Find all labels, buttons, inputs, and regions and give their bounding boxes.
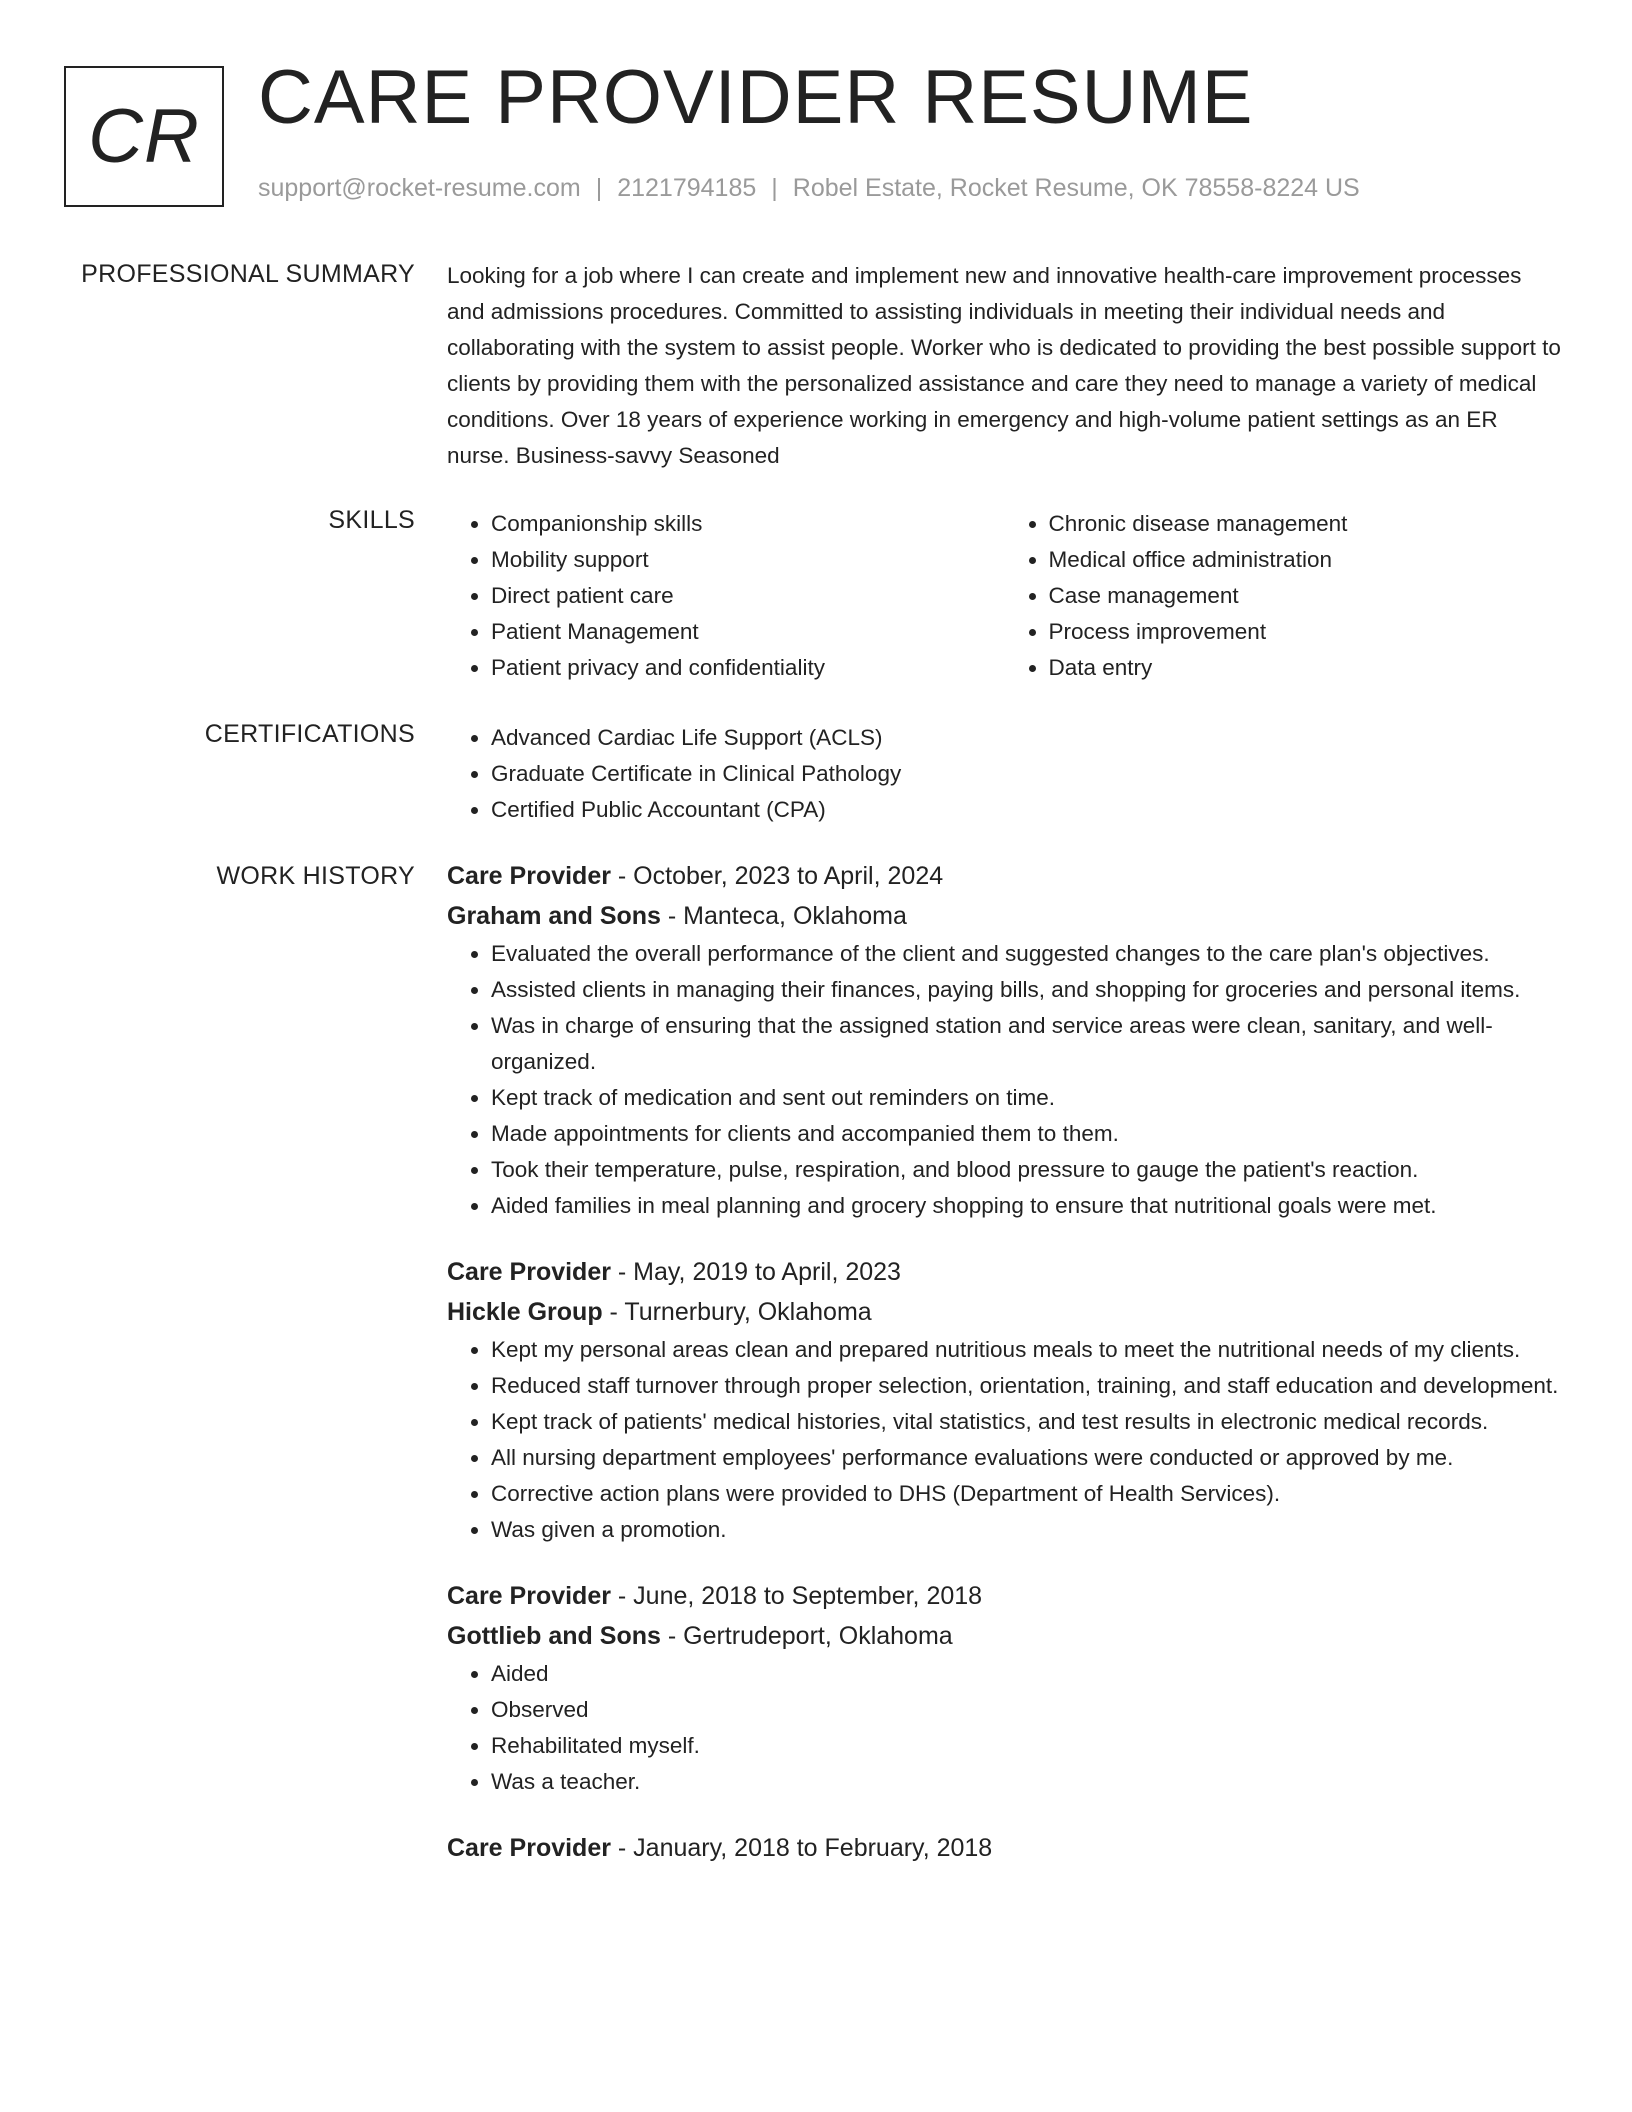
skill-item: • Direct patient care <box>491 578 1005 614</box>
skill-item: • Patient privacy and confidentiality <box>491 650 1005 686</box>
job-duty-item: • Kept track of medication and sent out reminders on time. <box>491 1080 1562 1116</box>
job-duty-item: • Reduced staff turnover through proper selection, orientation, training, and staff education and development. <box>491 1368 1562 1404</box>
job-duty-item: • Evaluated the overall performance of the client and suggested changes to the care plan's objectives. <box>491 936 1562 972</box>
job-dates: - January, 2018 to February, 2018 <box>610 1834 993 1862</box>
certifications-heading: CERTIFICATIONS <box>204 720 415 748</box>
work-history-heading: WORK HISTORY <box>216 862 415 890</box>
skills-list-right <box>1005 506 1563 686</box>
job-duty-item: • Was given a promotion. <box>491 1512 1562 1548</box>
contact-address: Robel Estate, Rocket Resume, OK 78558-8224 US <box>792 174 1360 202</box>
job-dates: - October, 2023 to April, 2024 <box>610 862 944 890</box>
skill-item: • Patient Management <box>491 614 1005 650</box>
contact-separator: | <box>771 174 778 202</box>
job-duty-item: • Took their temperature, pulse, respiration, and blood pressure to gauge the patient's reaction. <box>491 1152 1562 1188</box>
summary-text: Looking for a job where I can create and implement new and innovative health-care improvement processes and admissions procedures. Committed to assisting individuals in meeting their individual needs and collaborating with the system to assist people. Worker who is dedicated to providing the best possible support to clients by providing them with the personalized assistance and care they need to manage a variety of medical conditions. Over 18 years of experience working in emergency and high-volume patient settings as an ER nurse. Business-savvy Seasoned <box>447 263 1561 468</box>
job-duty-item: • Kept my personal areas clean and prepared nutritious meals to meet the nutritional needs of my clients. <box>491 1332 1562 1368</box>
job-duty-item: • Kept track of patients' medical histories, vital statistics, and test results in electronic medical records. <box>491 1404 1562 1440</box>
job-company: Gottlieb and Sons <box>447 1622 661 1650</box>
job-role: Care Provider <box>447 1834 611 1862</box>
certification-item: • Graduate Certificate in Clinical Pathology <box>491 756 1562 792</box>
skill-item: • Process improvement <box>1049 614 1563 650</box>
job-duty-item: • Corrective action plans were provided to DHS (Department of Health Services). <box>491 1476 1562 1512</box>
resume-title: CARE PROVIDER RESUME <box>258 55 1254 140</box>
job-role: Care Provider <box>447 1258 611 1286</box>
job-duty-item: • Rehabilitated myself. <box>491 1728 1562 1764</box>
job-location: - Manteca, Oklahoma <box>660 902 907 930</box>
job-title-line <box>447 1576 1562 1616</box>
job-duty-item: • Was a teacher. <box>491 1764 1562 1800</box>
job-company-line <box>447 1292 1562 1332</box>
skill-item: • Mobility support <box>491 542 1005 578</box>
job-role: Care Provider <box>447 1582 611 1610</box>
job-duty-item: • Observed <box>491 1692 1562 1728</box>
monogram-logo: CR <box>64 66 224 207</box>
contact-phone[interactable]: 2121794185 <box>617 174 757 202</box>
job-title-line <box>447 1252 1562 1292</box>
skills-list-left <box>447 506 1005 686</box>
job-role: Care Provider <box>447 862 611 890</box>
skills-heading: SKILLS <box>328 506 415 534</box>
skill-item: • Data entry <box>1049 650 1563 686</box>
skill-item: • Companionship skills <box>491 506 1005 542</box>
job-entry <box>447 1576 1562 1800</box>
job-duty-item: • Was in charge of ensuring that the assigned station and service areas were clean, sanitary, and well-organized. <box>491 1008 1562 1080</box>
certification-item: • Certified Public Accountant (CPA) <box>491 792 1562 828</box>
job-duties-list <box>447 936 1562 1224</box>
contact-email[interactable]: support@rocket-resume.com <box>258 174 581 202</box>
contact-line <box>258 174 1360 203</box>
job-location: - Gertrudeport, Oklahoma <box>660 1622 953 1650</box>
skill-item: • Case management <box>1049 578 1563 614</box>
job-duties-list <box>447 1332 1562 1548</box>
job-duty-item: • Aided families in meal planning and grocery shopping to ensure that nutritional goals were met. <box>491 1188 1562 1224</box>
job-duty-item: • Made appointments for clients and accompanied them to them. <box>491 1116 1562 1152</box>
skill-item: • Medical office administration <box>1049 542 1563 578</box>
job-company-line <box>447 896 1562 936</box>
job-company: Hickle Group <box>447 1298 603 1326</box>
job-company-line <box>447 1616 1562 1656</box>
job-location: - Turnerbury, Oklahoma <box>602 1298 872 1326</box>
skill-item: • Chronic disease management <box>1049 506 1563 542</box>
job-duty-item: • All nursing department employees' performance evaluations were conducted or approved by me. <box>491 1440 1562 1476</box>
job-dates: - May, 2019 to April, 2023 <box>610 1258 901 1286</box>
job-duty-item: • Aided <box>491 1656 1562 1692</box>
job-entry <box>447 1828 1562 1868</box>
job-title-line <box>447 1828 1562 1868</box>
certifications-list <box>447 720 1562 828</box>
job-duty-item: • Assisted clients in managing their finances, paying bills, and shopping for groceries and personal items. <box>491 972 1562 1008</box>
job-dates: - June, 2018 to September, 2018 <box>610 1582 983 1610</box>
job-entry <box>447 1252 1562 1548</box>
job-duties-list <box>447 1656 1562 1800</box>
job-entry <box>447 856 1562 1224</box>
job-company: Graham and Sons <box>447 902 661 930</box>
jobs-container <box>447 856 1562 1868</box>
certification-item: • Advanced Cardiac Life Support (ACLS) <box>491 720 1562 756</box>
contact-separator: | <box>595 174 603 202</box>
job-title-line <box>447 856 1562 896</box>
summary-heading: PROFESSIONAL SUMMARY <box>81 260 415 288</box>
